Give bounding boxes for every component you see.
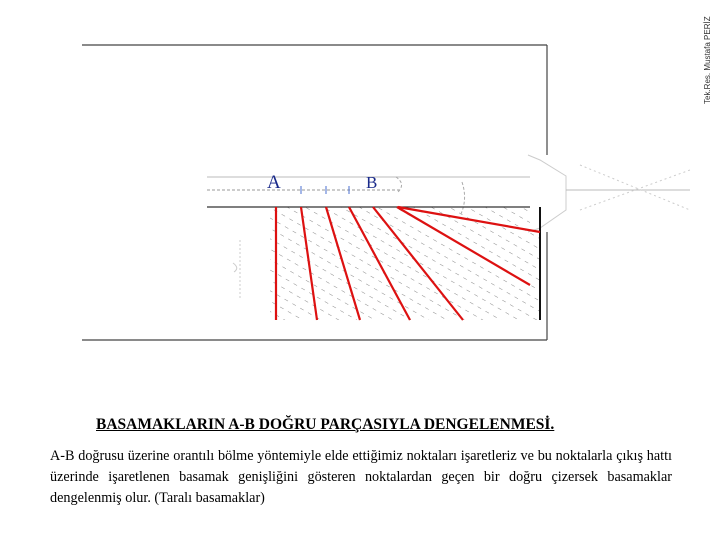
label-b: B — [366, 173, 378, 192]
arrow-shape — [528, 155, 690, 232]
author-credit-text: Tek.Res. Mustafa PERİZ — [703, 16, 712, 104]
page-title: BASAMAKLARIN A-B DOĞRU PARÇASIYLA DENGELENMESİ. — [96, 416, 555, 433]
label-a: A — [267, 172, 281, 193]
left-details — [233, 240, 240, 300]
description-text: A-B doğrusu üzerine orantılı bölme yöntemiyle elde ettiğimiz noktaları işaretleriz ve bu noktalarla çıkış hattı üzerinde işaretlenen basamak genişliğini gösteren noktalardan geçen bir doğru çizersek basamaklar dengelenmiş olur. (Taralı basamaklar) — [50, 448, 672, 506]
